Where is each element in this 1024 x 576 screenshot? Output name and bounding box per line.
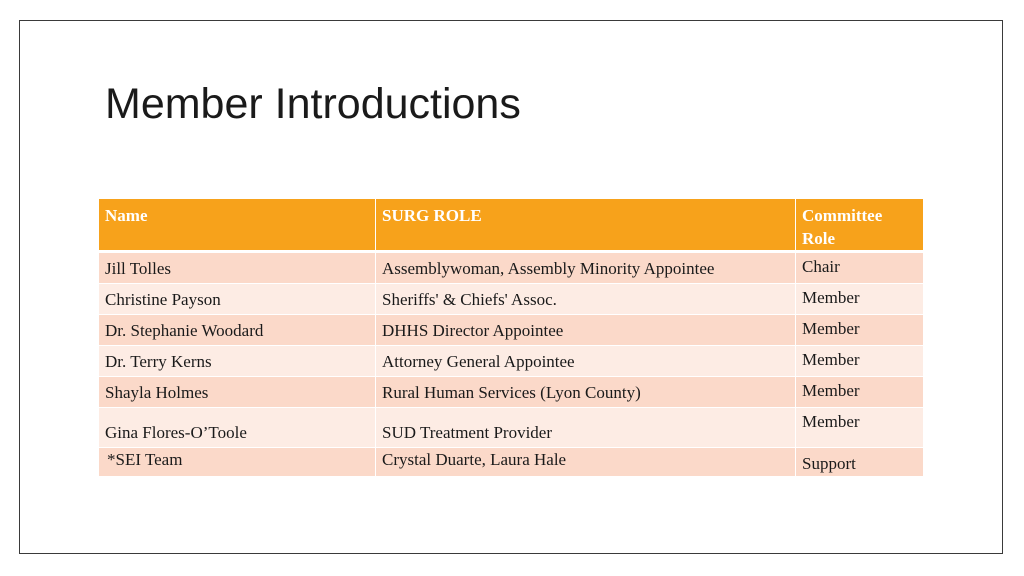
slide-title: Member Introductions [105, 80, 521, 128]
surg-role-cell: Sheriffs' & Chiefs' Assoc. [376, 284, 796, 315]
column-header-name: Name [99, 199, 376, 253]
surg-role-cell: Crystal Duarte, Laura Hale [376, 448, 796, 477]
committee-role-cell: Support [796, 448, 923, 477]
name-cell: Christine Payson [99, 284, 376, 315]
surg-role-cell: Attorney General Appointee [376, 346, 796, 377]
committee-role-cell: Member [796, 377, 923, 408]
name-cell: Shayla Holmes [99, 377, 376, 408]
table-row [99, 346, 923, 377]
table-row [99, 253, 923, 284]
name-cell: Dr. Terry Kerns [99, 346, 376, 377]
table-row [99, 377, 923, 408]
committee-role-header-line2: Role [802, 229, 836, 248]
committee-role-cell: Member [796, 315, 923, 346]
table-row [99, 315, 923, 346]
committee-role-header-line1: Committee [802, 206, 883, 225]
name-cell: Gina Flores-O’Toole [99, 408, 376, 448]
surg-role-cell: Rural Human Services (Lyon County) [376, 377, 796, 408]
table-row [99, 284, 923, 315]
name-cell: *SEI Team [99, 448, 376, 477]
committee-role-cell: Chair [796, 253, 923, 284]
committee-role-cell: Member [796, 346, 923, 377]
name-cell: Dr. Stephanie Woodard [99, 315, 376, 346]
table-row [99, 408, 923, 448]
table-row [99, 448, 923, 477]
name-cell: Jill Tolles [99, 253, 376, 284]
member-table [99, 199, 923, 477]
surg-role-cell: Assemblywoman, Assembly Minority Appointee [376, 253, 796, 284]
surg-role-cell: DHHS Director Appointee [376, 315, 796, 346]
column-header-committee-role [796, 199, 923, 253]
committee-role-cell: Member [796, 408, 923, 448]
committee-role-cell: Member [796, 284, 923, 315]
table-header-row [99, 199, 923, 253]
column-header-surg-role: SURG ROLE [376, 199, 796, 253]
surg-role-cell: SUD Treatment Provider [376, 408, 796, 448]
